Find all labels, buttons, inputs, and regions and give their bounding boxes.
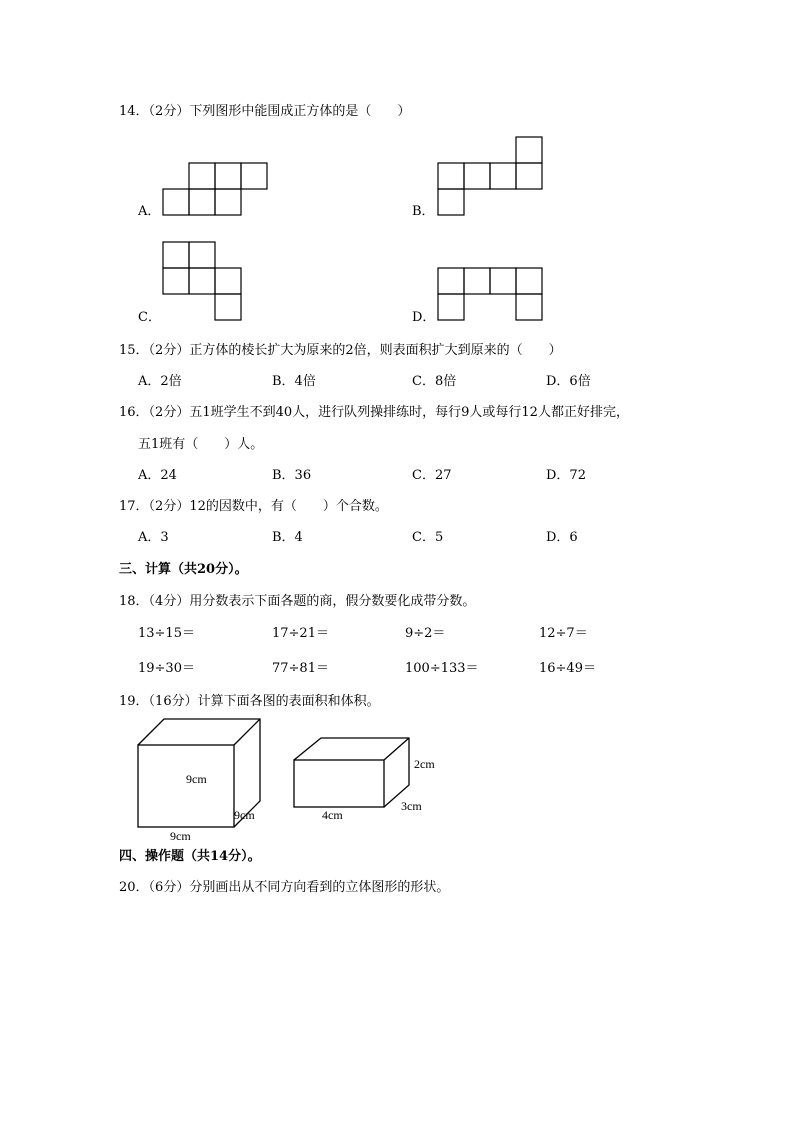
q16-stem-line2: 五1班有（ ）人。 bbox=[138, 437, 264, 452]
q17-option-b: B．4 bbox=[272, 530, 303, 545]
q18-expr-2: 17÷21＝ bbox=[272, 626, 329, 641]
q15-option-d: D．6倍 bbox=[546, 374, 591, 389]
q16-option-a: A．24 bbox=[138, 468, 177, 483]
q17-stem: 17．（2分）12的因数中，有（ ）个合数。 bbox=[119, 499, 388, 514]
section-4-heading: 四、操作题（共14分）。 bbox=[119, 849, 261, 864]
q16-option-c: C．27 bbox=[412, 468, 452, 483]
cuboid-label-length: 4cm bbox=[322, 808, 343, 822]
q16-option-d: D．72 bbox=[546, 468, 586, 483]
cube-label-depth: 9cm bbox=[234, 808, 255, 822]
q17-option-d: D．6 bbox=[546, 530, 578, 545]
cube-label-height: 9cm bbox=[186, 772, 207, 786]
q17-option-a: A．3 bbox=[138, 530, 169, 545]
q20-stem: 20．（6分）分别画出从不同方向看到的立体图形的形状。 bbox=[119, 880, 450, 895]
q19-stem: 19．（16分）计算下面各图的表面积和体积。 bbox=[119, 694, 380, 709]
q15-option-c: C．8倍 bbox=[412, 374, 457, 389]
cuboid-label-height: 2cm bbox=[414, 757, 435, 771]
cube-label-width: 9cm bbox=[170, 829, 191, 843]
q18-expr-5: 19÷30＝ bbox=[138, 661, 195, 676]
q15-option-b: B．4倍 bbox=[272, 374, 316, 389]
q18-stem: 18．（4分）用分数表示下面各题的商，假分数要化成带分数。 bbox=[119, 594, 476, 609]
section-3-heading: 三、计算（共20分）。 bbox=[119, 562, 248, 577]
q14-option-c-label: C． bbox=[138, 310, 161, 325]
q14-option-b-label: B． bbox=[412, 204, 435, 219]
q14-option-d-label: D． bbox=[412, 310, 436, 325]
q17-option-c: C．5 bbox=[412, 530, 444, 545]
q16-stem-line1: 16．（2分）五1班学生不到40人，进行队列操排练时，每行9人或每行12人都正好排完， bbox=[119, 405, 629, 420]
q18-expr-1: 13÷15＝ bbox=[138, 626, 195, 641]
q15-stem: 15．（2分）正方体的棱长扩大为原来的2倍，则表面积扩大到原来的（ ） bbox=[119, 343, 562, 358]
q14-stem: 14．（2分）下列图形中能围成正方体的是（ ） bbox=[119, 104, 411, 119]
cuboid-label-depth: 3cm bbox=[401, 799, 422, 813]
q18-expr-7: 100÷133＝ bbox=[405, 661, 479, 676]
q18-expr-3: 9÷2＝ bbox=[405, 626, 446, 641]
q18-expr-4: 12÷7＝ bbox=[539, 626, 588, 641]
q18-expr-8: 16÷49＝ bbox=[539, 661, 596, 676]
q14-option-a-label: A． bbox=[138, 204, 161, 219]
cuboid-figure bbox=[294, 738, 409, 807]
q18-expr-6: 77÷81＝ bbox=[272, 661, 329, 676]
q15-option-a: A．2倍 bbox=[138, 374, 182, 389]
q16-option-b: B．36 bbox=[272, 468, 312, 483]
